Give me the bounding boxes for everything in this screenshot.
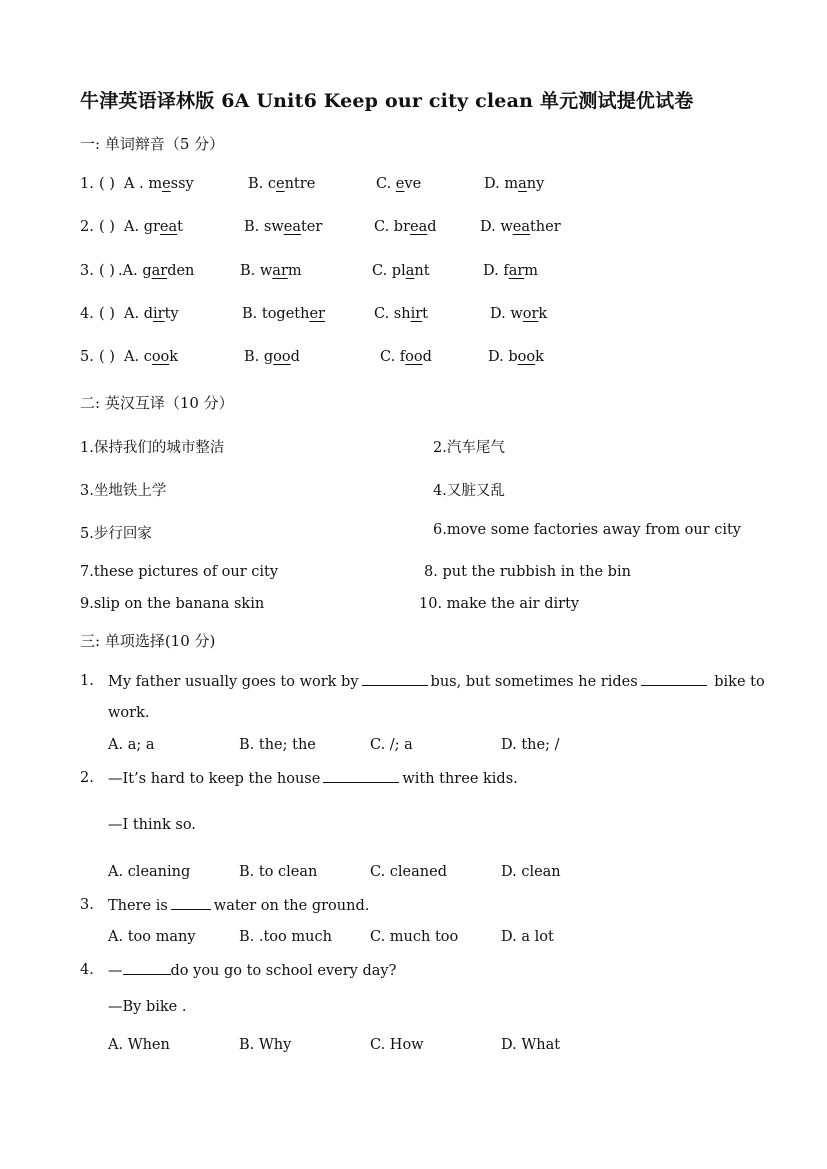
word-option: [490, 306, 547, 322]
word-option: [244, 349, 300, 365]
word-part: m: [504, 176, 519, 192]
translation-item: 7.these pictures of our city: [80, 564, 279, 580]
question-number: 4.: [80, 962, 94, 978]
word-part: c: [143, 349, 152, 365]
answer-blank[interactable]: [171, 897, 211, 910]
word-part: c: [267, 176, 276, 192]
underlined-sound: ea: [410, 219, 428, 235]
answer-blank[interactable]: [123, 962, 171, 975]
question-text: do you go to school every day?: [170, 963, 397, 979]
word-part: f: [503, 263, 509, 279]
question-text: There is: [108, 898, 168, 914]
word-option: [380, 349, 432, 365]
translation-item: 8. put the rubbish in the bin: [424, 564, 631, 580]
word-part: t: [422, 306, 428, 322]
translation-item: 10. make the air dirty: [419, 596, 580, 612]
word-part: m: [287, 263, 302, 279]
choice-option[interactable]: C. How: [370, 1037, 424, 1053]
word-part: sh: [393, 306, 411, 322]
question-text: —It’s hard to keep the house: [108, 771, 321, 787]
question-text: with three kids.: [402, 771, 518, 787]
option-letter: B.: [240, 263, 256, 279]
page-title: 牛津英语译林版 6A Unit6 Keep our city clean 单元测试提优试卷: [80, 90, 694, 112]
word-part: ntre: [284, 176, 316, 192]
question-1-text-cont: work.: [108, 705, 150, 721]
option-letter: C.: [376, 176, 392, 192]
choice-option[interactable]: C. /; a: [370, 737, 413, 753]
answer-blank[interactable]: [641, 673, 707, 686]
underlined-sound: ea: [283, 219, 301, 235]
question-4-reply: —By bike .: [108, 999, 187, 1015]
word-part: ssy: [170, 176, 194, 192]
word-part: nt: [414, 263, 430, 279]
translation-item: 5.步行回家: [80, 526, 152, 542]
word-part: w: [259, 263, 273, 279]
word-part: ve: [404, 176, 422, 192]
word-option: [124, 349, 178, 365]
choice-option[interactable]: C. cleaned: [370, 864, 447, 880]
word-part: den: [167, 263, 195, 279]
underlined-sound: oo: [517, 349, 536, 365]
word-part: k: [535, 349, 544, 365]
option-letter: B.: [244, 219, 260, 235]
word-option: [374, 219, 437, 235]
word-part: ther: [529, 219, 561, 235]
word-part: g: [263, 349, 274, 365]
option-letter: A.: [124, 349, 140, 365]
option-letter: A.: [124, 306, 140, 322]
choice-option[interactable]: A. When: [108, 1037, 170, 1053]
answer-parentheses[interactable]: ( ): [99, 306, 115, 322]
question-3-text: [108, 897, 369, 914]
word-option: [488, 349, 544, 365]
word-part: w: [500, 219, 513, 235]
answer-parentheses[interactable]: ( ): [99, 263, 115, 279]
word-part: pl: [391, 263, 406, 279]
answer-parentheses[interactable]: ( ): [99, 219, 115, 235]
answer-blank[interactable]: [323, 770, 399, 783]
underlined-sound: ir: [153, 306, 165, 322]
word-option: [242, 306, 325, 322]
option-letter: B.: [244, 349, 260, 365]
word-option: [376, 176, 421, 192]
word-part: ty: [164, 306, 179, 322]
choice-option[interactable]: A. a; a: [108, 737, 155, 753]
question-text: —: [108, 963, 123, 979]
word-part: m: [148, 176, 163, 192]
word-part: togeth: [261, 306, 310, 322]
choice-option[interactable]: B. the; the: [239, 737, 316, 753]
section-3-heading: 三: 单项选择(10 分): [80, 632, 216, 650]
option-letter: D.: [484, 176, 500, 192]
underlined-sound: oo: [273, 349, 291, 365]
underlined-sound: or: [522, 306, 539, 322]
word-part: d: [427, 219, 437, 235]
underlined-sound: ir: [410, 306, 423, 322]
word-option: [124, 306, 179, 322]
word-option: [480, 219, 561, 235]
choice-option[interactable]: B. .too much: [239, 929, 332, 945]
choice-option[interactable]: B. Why: [239, 1037, 292, 1053]
answer-parentheses[interactable]: ( ): [99, 176, 115, 192]
choice-option[interactable]: B. to clean: [239, 864, 318, 880]
word-part: ter: [300, 219, 323, 235]
section-1-heading: 一: 单词辩音（5 分）: [80, 135, 225, 153]
underlined-sound: ea: [159, 219, 178, 235]
question-2-reply: —I think so.: [108, 817, 196, 833]
choice-option[interactable]: D. What: [501, 1037, 561, 1053]
choice-option[interactable]: A. cleaning: [108, 864, 191, 880]
item-number: 3.: [80, 263, 94, 279]
translation-item: 2.汽车尾气: [433, 440, 505, 456]
option-letter: A .: [124, 176, 144, 192]
translation-item: 1.保持我们的城市整洁: [80, 440, 225, 456]
word-part: f: [399, 349, 406, 365]
option-letter: D.: [490, 306, 506, 322]
translation-item: 4.又脏又乱: [433, 483, 505, 499]
option-letter: C.: [374, 306, 390, 322]
word-option: [248, 176, 315, 192]
word-part: b: [508, 349, 518, 365]
underlined-sound: oo: [151, 349, 170, 365]
option-letter: D.: [488, 349, 504, 365]
section-2-heading: 二: 英汉互译（10 分）: [80, 394, 234, 412]
answer-parentheses[interactable]: ( ): [99, 349, 115, 365]
option-letter: A.: [124, 219, 140, 235]
question-number: 1.: [80, 673, 94, 689]
underlined-sound: ar: [151, 263, 168, 279]
translation-item: 6.move some factories away from our city: [433, 522, 741, 538]
option-letter: C.: [374, 219, 390, 235]
translation-item: 9.slip on the banana skin: [80, 596, 265, 612]
word-part: t: [177, 219, 183, 235]
question-text: bus, but sometimes he rides: [430, 674, 638, 690]
word-part: br: [393, 219, 411, 235]
word-part: ny: [526, 176, 545, 192]
word-part: w: [510, 306, 523, 322]
question-2-text: [108, 770, 518, 787]
item-number: 2.: [80, 219, 94, 235]
word-part: m: [524, 263, 539, 279]
underlined-sound: e: [395, 176, 405, 192]
question-4-text: [108, 962, 396, 979]
word-part: sw: [263, 219, 284, 235]
question-1-text: [108, 673, 765, 690]
word-part: g: [142, 263, 152, 279]
word-option: [244, 219, 322, 235]
answer-blank[interactable]: [362, 673, 428, 686]
option-letter: B.: [242, 306, 258, 322]
option-letter: .A.: [118, 263, 138, 279]
choice-option[interactable]: D. clean: [501, 864, 561, 880]
option-letter: C.: [372, 263, 388, 279]
item-number: 5.: [80, 349, 94, 365]
word-option: [483, 263, 538, 279]
underlined-sound: e: [276, 176, 285, 192]
option-letter: D.: [480, 219, 496, 235]
word-part: gr: [143, 219, 160, 235]
translation-item: 3.坐地铁上学: [80, 483, 167, 499]
question-text: water on the ground.: [213, 898, 370, 914]
question-number: 2.: [80, 770, 94, 786]
word-option: [118, 263, 194, 279]
underlined-sound: e: [162, 176, 171, 192]
underlined-sound: er: [309, 306, 325, 322]
underlined-sound: a: [405, 263, 415, 279]
underlined-sound: ea: [512, 219, 530, 235]
option-letter: D.: [483, 263, 499, 279]
underlined-sound: oo: [405, 349, 423, 365]
question-text: My father usually goes to work by: [108, 674, 359, 690]
item-number: 4.: [80, 306, 94, 322]
underlined-sound: ar: [272, 263, 288, 279]
item-number: 1.: [80, 176, 94, 192]
word-part: d: [143, 306, 153, 322]
word-option: [124, 219, 183, 235]
option-letter: C.: [380, 349, 396, 365]
word-part: d: [290, 349, 300, 365]
choice-option[interactable]: D. the; /: [501, 737, 560, 753]
word-option: [124, 176, 194, 192]
option-letter: B.: [248, 176, 264, 192]
word-part: k: [169, 349, 179, 365]
word-option: [240, 263, 302, 279]
choice-option[interactable]: A. too many: [108, 929, 196, 945]
word-option: [374, 306, 428, 322]
word-part: d: [422, 349, 432, 365]
word-option: [484, 176, 544, 192]
choice-option[interactable]: D. a lot: [501, 929, 554, 945]
word-option: [372, 263, 430, 279]
question-number: 3.: [80, 897, 94, 913]
choice-option[interactable]: C. much too: [370, 929, 459, 945]
word-part: k: [538, 306, 548, 322]
underlined-sound: a: [518, 176, 527, 192]
underlined-sound: ar: [508, 263, 525, 279]
question-text: bike to: [714, 674, 765, 690]
